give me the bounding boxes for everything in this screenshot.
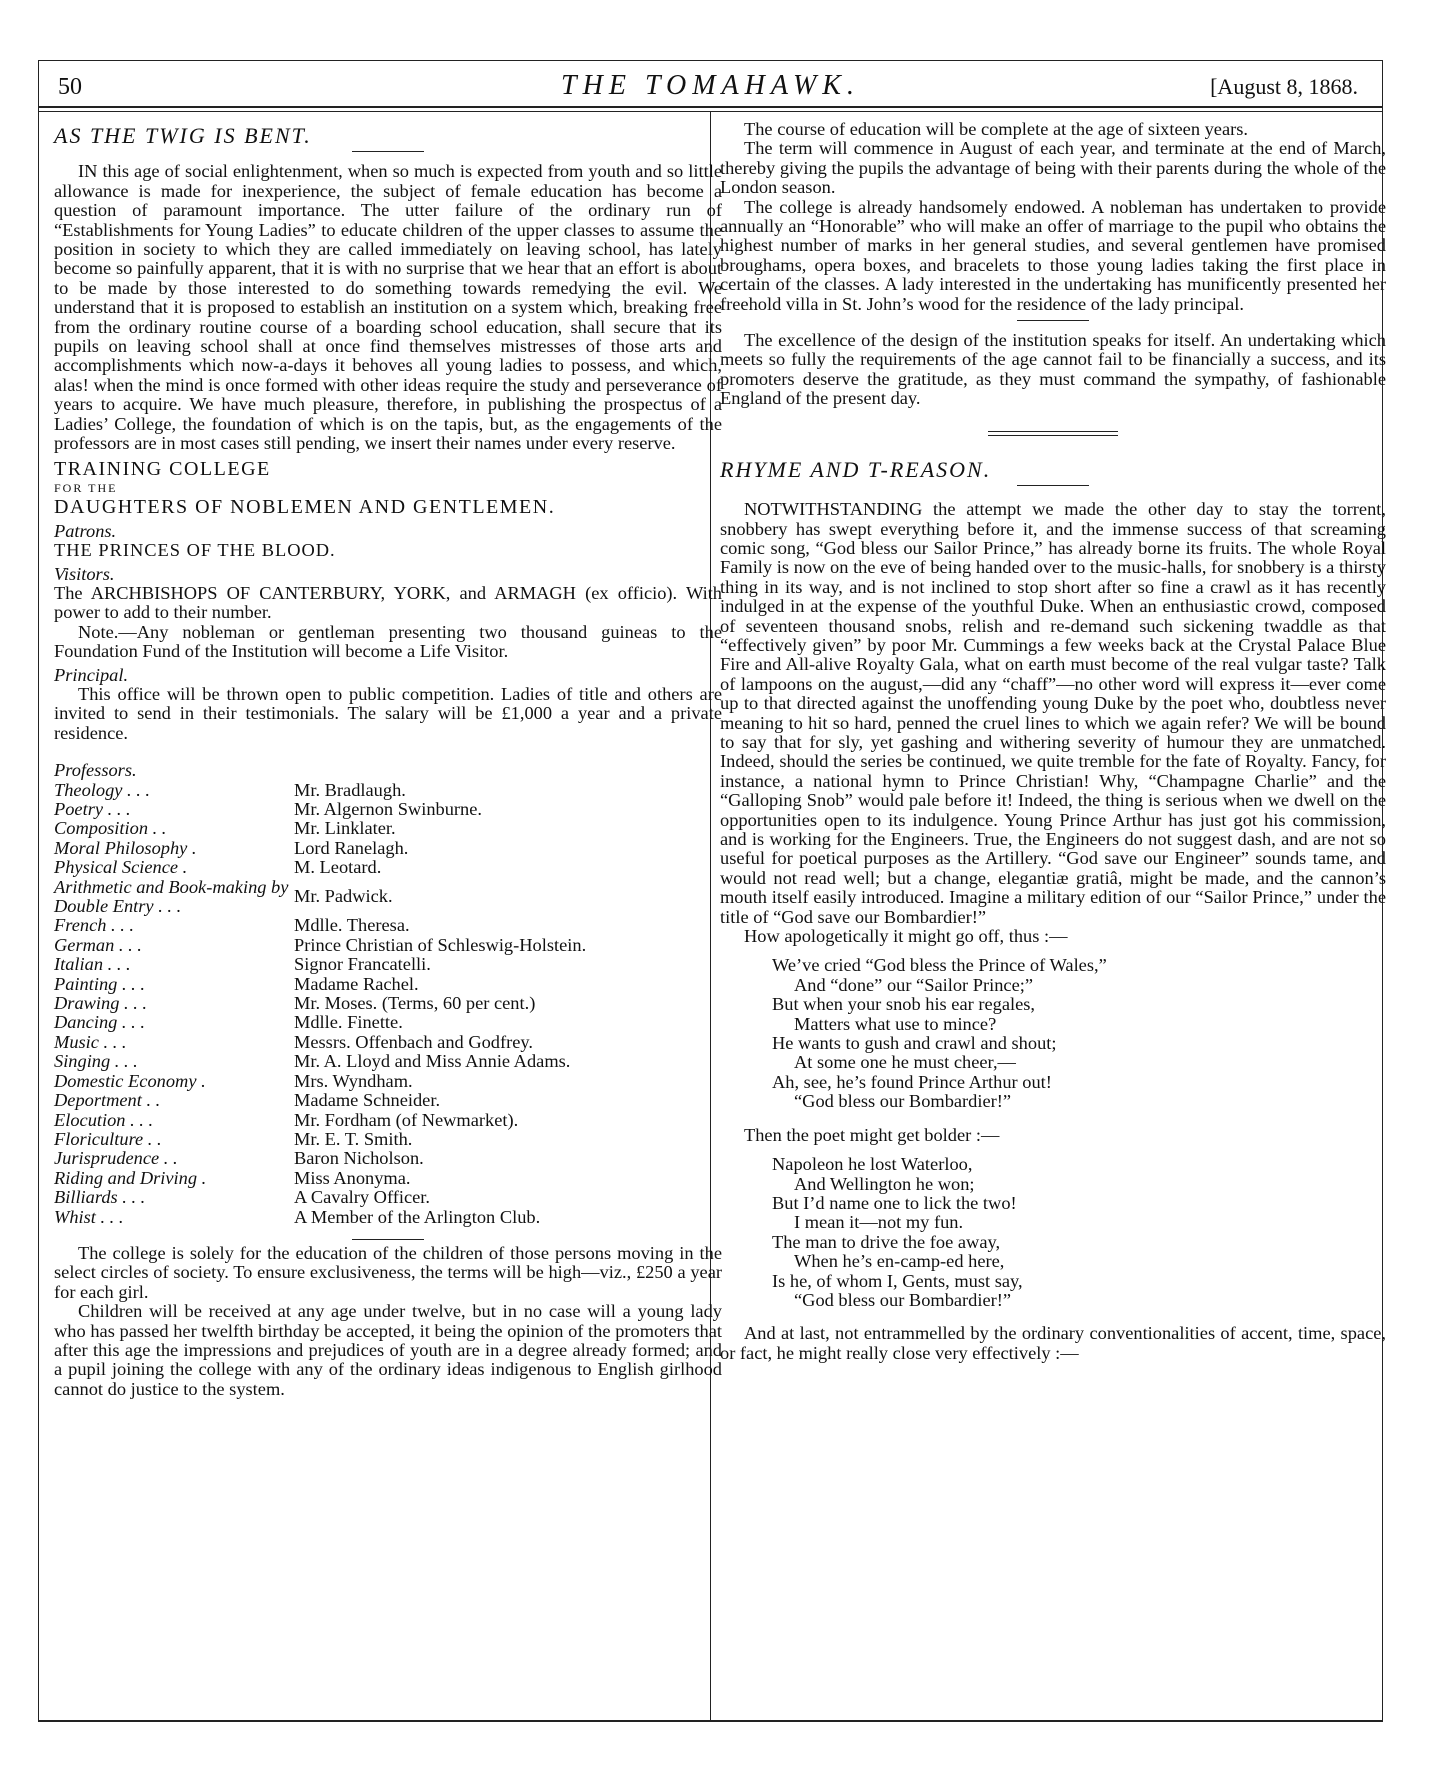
professor-name: Mr. A. Lloyd and Miss Annie Adams. <box>294 1051 571 1072</box>
professor-row <box>54 781 722 800</box>
professor-subject: Billiards . . . <box>54 1187 146 1208</box>
issue-date: [August 8, 1868. <box>1210 74 1358 99</box>
professor-subject: Composition . . <box>54 818 167 839</box>
excellence-paragraph: The excellence of the design of the institution speaks for itself. An undertaking which meets so fully the requirements of the age cannot fail to be financially a success, and its promoters deserve the gratitude, as they must command the sympathy, of fashionable England of the present day. <box>720 330 1386 409</box>
right-column <box>720 120 1386 1363</box>
masthead-title: THE TOMAHAWK. <box>561 70 860 101</box>
verse-line: He wants to gush and crawl and shout; <box>772 1033 1057 1054</box>
visitors-text: The ARCHBISHOPS OF CANTERBURY, YORK, and ARMAGH (ex officio). With power to add to their number. <box>54 582 722 623</box>
professor-subject: Floriculture . . <box>54 1128 162 1149</box>
professor-name: Mrs. Wyndham. <box>294 1070 413 1091</box>
newspaper-page <box>38 60 1386 1730</box>
college-for-the: FOR THE <box>54 480 118 495</box>
verse-line: At some one he must cheer,— <box>794 1052 1016 1073</box>
verse-two <box>720 1155 1386 1310</box>
apologetic-line: How apologetically it might go off, thus :— <box>744 926 1068 947</box>
professor-name: Madame Rachel. <box>294 973 419 994</box>
professor-name: Mr. E. T. Smith. <box>294 1128 413 1149</box>
principal-label: Principal. <box>54 664 129 685</box>
professor-subject: Jurisprudence . . <box>54 1148 178 1169</box>
professor-subject: Deportment . . <box>54 1090 161 1111</box>
college-subtitle: DAUGHTERS OF NOBLEMEN AND GENTLEMEN. <box>54 496 556 519</box>
professor-subject: Painting . . . <box>54 973 145 994</box>
professor-name: Prince Christian of Schleswig-Holstein. <box>294 934 587 955</box>
professor-name: Mr. Linklater. <box>294 818 396 839</box>
left-border <box>38 60 39 1720</box>
professor-name: Mr. Moses. (Terms, 60 per cent.) <box>294 993 536 1014</box>
bolder-line: Then the poet might get bolder :— <box>744 1124 1000 1145</box>
professor-subject: Moral Philosophy . <box>54 837 197 858</box>
article-heading-rhyme: RHYME AND T-REASON. <box>720 456 992 482</box>
professor-name: Miss Anonyma. <box>294 1167 411 1188</box>
article-heading-twig: AS THE TWIG IS BENT. <box>54 123 312 148</box>
professor-row <box>54 1208 722 1227</box>
professor-row <box>54 916 722 935</box>
professor-subject: Music . . . <box>54 1031 127 1052</box>
verse-line: And Wellington he won; <box>794 1173 975 1194</box>
professor-subject: Whist . . . <box>54 1206 124 1227</box>
professor-row <box>54 994 722 1013</box>
article-separator <box>988 431 1118 436</box>
verse-line: And “done” our “Sailor Prince;” <box>794 974 1033 995</box>
spacer <box>720 1112 1386 1126</box>
professor-subject: Arithmetic and Book-making by Double Entry . . . <box>54 876 289 917</box>
professor-subject: Dancing . . . <box>54 1012 145 1033</box>
verse-line: The man to drive the foe away, <box>772 1231 1001 1252</box>
professor-row <box>54 975 722 994</box>
term-paragraph: The term will commence in August of each year, and terminate at the end of March, thereby giving the pupils the advantage of being with their parents during the whole of the London season. <box>720 138 1386 198</box>
professor-subject: French . . . <box>54 915 135 936</box>
note-text: Note.—Any nobleman or gentleman presenting two thousand guineas to the Foundation Fund of the Institution will become a Life Visitor. <box>54 621 722 662</box>
verse-line: We’ve cried “God bless the Prince of Wales,” <box>772 955 1107 976</box>
professor-name: Lord Ranelagh. <box>294 837 409 858</box>
professor-subject: Poetry . . . <box>54 799 131 819</box>
verse-line: But I’d name one to lick the two! <box>772 1192 1017 1213</box>
verse-line: “God bless our Bombardier!” <box>794 1289 1012 1310</box>
professor-name: Signor Francatelli. <box>294 954 431 975</box>
professor-name: Messrs. Offenbach and Godfrey. <box>294 1031 534 1052</box>
professor-subject: Italian . . . <box>54 954 131 975</box>
professor-row <box>54 1072 722 1091</box>
professor-subject: Riding and Driving . <box>54 1167 207 1188</box>
professor-name: Mr. Fordham (of Newmarket). <box>294 1109 519 1130</box>
professor-subject: Elocution . . . <box>54 1109 154 1130</box>
verse-line: I mean it—not my fun. <box>794 1212 964 1233</box>
professor-name: M. Leotard. <box>294 857 382 878</box>
professor-row <box>54 1013 722 1032</box>
professor-name: Mdlle. Theresa. <box>294 915 410 936</box>
principal-text: This office will be thrown open to public competition. Ladies of title and others are invited to send in their testimonials. The salary will be £1,000 a year and a private residence. <box>54 683 722 743</box>
professor-name: Mr. Algernon Swinburne. <box>294 799 482 819</box>
professor-row <box>54 819 722 838</box>
verse-line: Napoleon he lost Waterloo, <box>772 1154 973 1175</box>
verse-line: When he’s en-camp-ed here, <box>794 1251 1005 1272</box>
endowment-paragraph: The college is already handsomely endowed. A nobleman has undertaken to provide annually an “Honorable” who will make an offer of marriage to the pupil who obtains the highest number of marks in her general studies, and several gentlemen have promised broughams, opera boxes, and bracelets to those young ladies taking the first place in certain of the classes. A lady interested in the undertaking has munificently presented her freehold villa in St. John’s wood for the residence of the lady principal. <box>720 196 1386 314</box>
professor-subject: Singing . . . <box>54 1051 138 1072</box>
professor-row <box>54 800 722 819</box>
spacer <box>720 1310 1386 1324</box>
left-column <box>54 123 722 1399</box>
bottom-rule <box>38 1720 1383 1722</box>
professor-subject: Physical Science . <box>54 857 188 878</box>
professors-label: Professors. <box>54 760 137 781</box>
professor-row <box>54 839 722 858</box>
section-ornament <box>1017 320 1089 321</box>
section-ornament <box>352 1239 424 1240</box>
professors-list <box>54 781 722 1227</box>
children-paragraph: Children will be received at any age under twelve, but in no case will a young lady who has passed her twelfth birthday be accepted, it being the opinion of the promoters that after this age the impressions and prejudices of youth are in a degree already formed; and a pupil joining the college with any of the ordinary ideas indigenous to English girlhood cannot do justice to the system. <box>54 1301 722 1399</box>
patrons-text: THE PRINCES OF THE BLOOD. <box>54 540 336 561</box>
professor-row <box>54 1169 722 1188</box>
visitors-label: Visitors. <box>54 563 115 584</box>
professor-row <box>54 1091 722 1110</box>
patrons-label: Patrons. <box>54 520 117 541</box>
professor-subject: Theology . . . <box>54 779 151 800</box>
professor-name: Mr. Padwick. <box>294 886 393 907</box>
verse-line: “God bless our Bombardier!” <box>794 1091 1012 1112</box>
professor-row <box>54 1188 722 1207</box>
page-header <box>38 60 1383 106</box>
professor-name: Mr. Bradlaugh. <box>294 779 406 800</box>
verse-line: But when your snob his ear regales, <box>772 994 1036 1015</box>
professor-row <box>54 1111 722 1130</box>
verse-line: Matters what use to mince? <box>794 1013 997 1034</box>
professor-name: Baron Nicholson. <box>294 1148 424 1169</box>
education-age-paragraph: The course of education will be complete at the age of sixteen years. <box>744 119 1249 139</box>
professor-row <box>54 878 722 917</box>
professor-row <box>54 955 722 974</box>
heading-ornament <box>1017 485 1089 486</box>
professor-row <box>54 936 722 955</box>
college-paragraph: The college is solely for the education of the children of those persons moving in the select circles of society. To ensure exclusiveness, the terms will be high—viz., £250 a year for each girl. <box>54 1242 722 1302</box>
professor-row <box>54 1052 722 1071</box>
heading-ornament <box>352 151 424 152</box>
professor-subject: Drawing . . . <box>54 993 147 1014</box>
professor-row <box>54 1033 722 1052</box>
professor-name: A Cavalry Officer. <box>294 1187 431 1208</box>
header-rule <box>38 106 1383 108</box>
verse-line: Ah, see, he’s found Prince Arthur out! <box>772 1071 1052 1092</box>
professor-row <box>54 1130 722 1149</box>
verse-one <box>720 956 1386 1111</box>
top-border <box>38 60 1383 61</box>
page-number: 50 <box>58 74 82 100</box>
intro-paragraph: IN this age of social enlightenment, when so much is expected from youth and so little allowance is made for inexperience, the subject of female education has become a question of paramount importance. The utter failure of the ordinary run of “Establishments for Young Ladies” to educate children of the upper classes to assume the position in society to which they are called immediately on leaving school, has lately become so painfully apparent, that it is with no surprise that we hear that an effort is about to be made by those interested to do something towards remedying the evil. We understand that it is proposed to establish an institution on a system which, breaking free from the ordinary routine course of a boarding school education, shall secure that its pupils on leaving school shall at once find themselves mistresses of those arts and accomplishments which now-a-days it behoves all young ladies to possess, and which, alas! when the mind is once formed with other ideas require the study and perseverance of years to acquire. We have much pleasure, therefore, in publishing the prospectus of a Ladies’ College, the foundation of which is on the tapis, but, as the engagements of the professors are in most cases still pending, we insert their names under every reserve. <box>54 161 722 454</box>
verse-line: Is he, of whom I, Gents, must say, <box>772 1270 1023 1291</box>
college-title: TRAINING COLLEGE <box>54 457 271 480</box>
professor-row <box>54 858 722 877</box>
professor-name: Mdlle. Finette. <box>294 1012 403 1033</box>
rhyme-main-paragraph: NOTWITHSTANDING the attempt we made the other day to stay the torrent, snobbery has swept everything before it, and the immense success of that screaming comic song, “God bless our Sailor Prince,” has already borne its fruits. The whole Royal Family is now on the eve of being handed over to the music-halls, for snobbery is a thirsty thing in its way, and is not inclined to stop short after so fine a crawl as it has recently indulged in at the expense of the youthful Duke. When an enthusiastic crowd, composed of seventeen thousand snobs, relish and re-demand such sickening twaddle as that “effectively given” by poor Mr. Cummings a few weeks back at the Crystal Palace Blue Fire and All-alive Royalty Gala, what on earth must become of the real vulgar taste? Talk of lampoons on the august,—did any “chaff”—no other word will express it—ever come up to that directed against the unoffending young Duke by the poet who, doubtless never meaning to hit so hard, penned the cruel lines to which we again refer? We will be bound to say that for sly, yet gashing and withering severity of humour they are unmatched. Indeed, should the series be continued, we quite tremble for the fate of Royalty. Fancy, for instance, a national hymn to Prince Christian! Why, “Champagne Charlie” and the “Galloping Snob” would pale before it! Indeed, the thing is serious when we dwell on the opportunities open to its indulgence. Young Prince Arthur has just got his commission, and is working for the Engineers. True, the Engineers do not suggest dash, and are not so useful for poetical purposes as the Artillery. “God save our Engineer” sounds tame, and would not read well; but a change, elegantiæ gratiâ, might be made, and the cannon’s mouth itself easily introduced. Imagine a military edition of our “Sailor Prince,” under the title of “God save our Bombardier!” <box>720 499 1386 927</box>
closing-paragraph: And at last, not entrammelled by the ordinary conventionalities of accent, time, space, or fact, he might really close very effectively :— <box>720 1323 1386 1363</box>
professor-row <box>54 1149 722 1168</box>
professor-subject: German . . . <box>54 934 142 955</box>
professor-subject: Domestic Economy . <box>54 1070 206 1091</box>
professor-name: A Member of the Arlington Club. <box>294 1206 541 1227</box>
professor-name: Madame Schneider. <box>294 1090 441 1111</box>
